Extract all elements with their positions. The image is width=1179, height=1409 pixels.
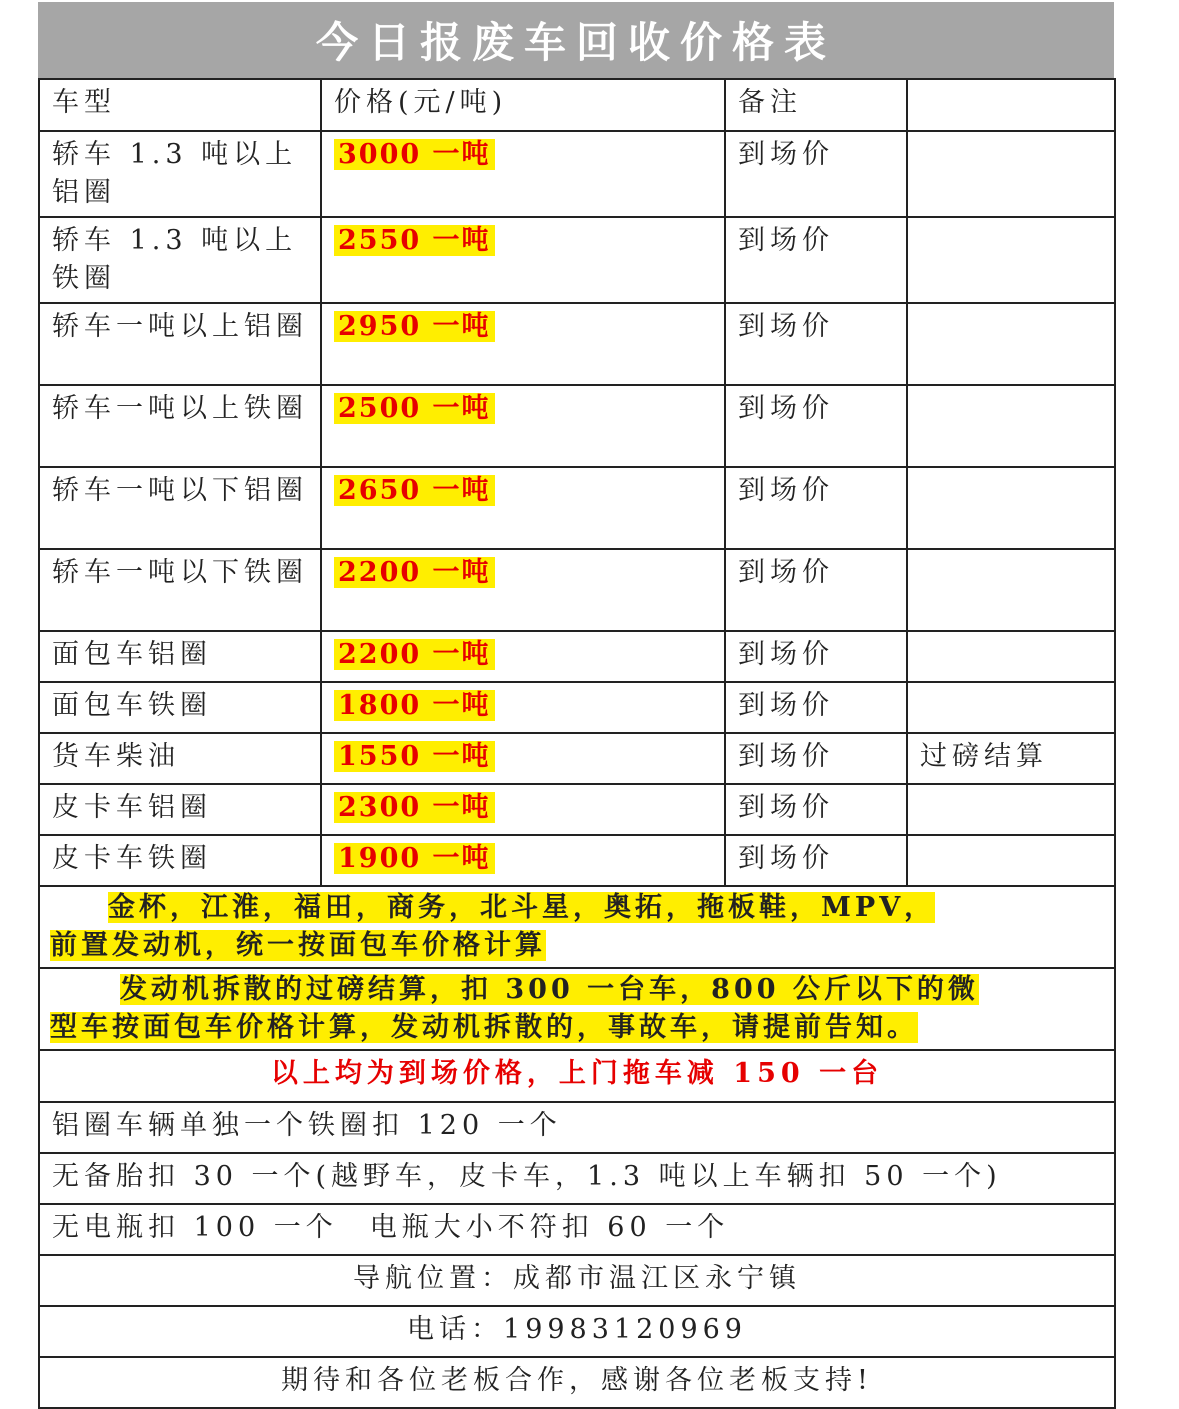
header-vehicle-type: 车型	[39, 79, 321, 131]
extra-cell	[907, 303, 1115, 385]
remark-cell: 到场价	[725, 467, 907, 549]
price-cell	[321, 131, 725, 217]
table-row	[39, 631, 1115, 682]
price-cell	[321, 549, 725, 631]
price-value: 1550 一吨	[334, 741, 495, 772]
price-cell	[321, 385, 725, 467]
table-row	[39, 131, 1115, 217]
remark-cell: 到场价	[725, 733, 907, 784]
price-cell	[321, 303, 725, 385]
price-value: 3000 一吨	[334, 139, 495, 170]
remark-cell: 到场价	[725, 131, 907, 217]
vehicle-type-cell: 轿车一吨以上铝圈	[39, 303, 321, 385]
navigation-location: 导航位置：成都市温江区永宁镇	[39, 1255, 1115, 1306]
header-price: 价格(元/吨)	[321, 79, 725, 131]
vehicle-type-cell: 货车柴油	[39, 733, 321, 784]
extra-cell	[907, 631, 1115, 682]
price-table	[38, 78, 1116, 1409]
remark-cell: 到场价	[725, 549, 907, 631]
extra-cell	[907, 467, 1115, 549]
table-row	[39, 682, 1115, 733]
remark-cell: 到场价	[725, 631, 907, 682]
note-engine-line2: 型车按面包车价格计算，发动机拆散的，事故车，请提前告知。	[50, 1012, 918, 1043]
vehicle-type-cell: 轿车一吨以下铝圈	[39, 467, 321, 549]
vehicle-type-cell: 轿车一吨以上铁圈	[39, 385, 321, 467]
note-row-onsite	[39, 1050, 1115, 1102]
remark-cell: 到场价	[725, 682, 907, 733]
vehicle-type-cell: 皮卡车铁圈	[39, 835, 321, 886]
price-sheet	[38, 2, 1114, 1409]
table-row	[39, 217, 1115, 303]
deduction-text: 无备胎扣 30 一个(越野车，皮卡车，1.3 吨以上车辆扣 50 一个)	[39, 1153, 1115, 1204]
vehicle-type-cell: 轿车一吨以下铁圈	[39, 549, 321, 631]
vehicle-type-cell: 面包车铝圈	[39, 631, 321, 682]
extra-cell	[907, 784, 1115, 835]
price-value: 1900 一吨	[334, 843, 495, 874]
note-brands-line1: 金杯，江淮，福田，商务，北斗星，奥拓，拖板鞋，MPV，	[108, 892, 936, 923]
vehicle-type-cell: 皮卡车铝圈	[39, 784, 321, 835]
price-cell	[321, 835, 725, 886]
table-row	[39, 784, 1115, 835]
remark-cell: 到场价	[725, 217, 907, 303]
price-cell	[321, 784, 725, 835]
table-row	[39, 549, 1115, 631]
extra-cell	[907, 217, 1115, 303]
price-value: 2950 一吨	[334, 311, 495, 342]
price-cell	[321, 631, 725, 682]
remark-cell: 到场价	[725, 784, 907, 835]
extra-cell	[907, 385, 1115, 467]
note-row-brands	[39, 886, 1115, 968]
extra-cell: 过磅结算	[907, 733, 1115, 784]
extra-cell	[907, 131, 1115, 217]
note-engine-line1: 发动机拆散的过磅结算，扣 300 一台车，800 公斤以下的微	[120, 974, 979, 1005]
deduction-row	[39, 1102, 1115, 1153]
remark-cell: 到场价	[725, 303, 907, 385]
header-remark: 备注	[725, 79, 907, 131]
page-title: 今日报废车回收价格表	[38, 2, 1114, 78]
remark-cell: 到场价	[725, 385, 907, 467]
header-extra	[907, 79, 1115, 131]
price-value: 2300 一吨	[334, 792, 495, 823]
onsite-price-note: 以上均为到场价格，上门拖车减 150 一台	[39, 1050, 1115, 1102]
price-value: 1800 一吨	[334, 690, 495, 721]
table-row	[39, 733, 1115, 784]
price-cell	[321, 733, 725, 784]
price-value: 2200 一吨	[334, 557, 495, 588]
deduction-text: 铝圈车辆单独一个铁圈扣 120 一个	[39, 1102, 1115, 1153]
deduction-row	[39, 1204, 1115, 1255]
location-row	[39, 1255, 1115, 1306]
price-cell	[321, 467, 725, 549]
note-brands-cell	[39, 886, 1115, 968]
price-cell	[321, 217, 725, 303]
note-engine-cell	[39, 968, 1115, 1050]
table-row	[39, 385, 1115, 467]
note-row-engine	[39, 968, 1115, 1050]
thanks-row	[39, 1357, 1115, 1408]
note-brands-line2: 前置发动机，统一按面包车价格计算	[50, 930, 546, 961]
phone-number: 电话：19983120969	[39, 1306, 1115, 1357]
table-row	[39, 303, 1115, 385]
price-value: 2500 一吨	[334, 393, 495, 424]
price-value: 2200 一吨	[334, 639, 495, 670]
extra-cell	[907, 835, 1115, 886]
price-value: 2550 一吨	[334, 225, 495, 256]
price-cell	[321, 682, 725, 733]
phone-row	[39, 1306, 1115, 1357]
deduction-text: 无电瓶扣 100 一个 电瓶大小不符扣 60 一个	[39, 1204, 1115, 1255]
thanks-message: 期待和各位老板合作，感谢各位老板支持!	[39, 1357, 1115, 1408]
table-header-row	[39, 79, 1115, 131]
extra-cell	[907, 549, 1115, 631]
deduction-row	[39, 1153, 1115, 1204]
vehicle-type-cell: 轿车 1.3 吨以上铝圈	[39, 131, 321, 217]
vehicle-type-cell: 轿车 1.3 吨以上铁圈	[39, 217, 321, 303]
remark-cell: 到场价	[725, 835, 907, 886]
table-row	[39, 835, 1115, 886]
price-value: 2650 一吨	[334, 475, 495, 506]
extra-cell	[907, 682, 1115, 733]
vehicle-type-cell: 面包车铁圈	[39, 682, 321, 733]
table-row	[39, 467, 1115, 549]
